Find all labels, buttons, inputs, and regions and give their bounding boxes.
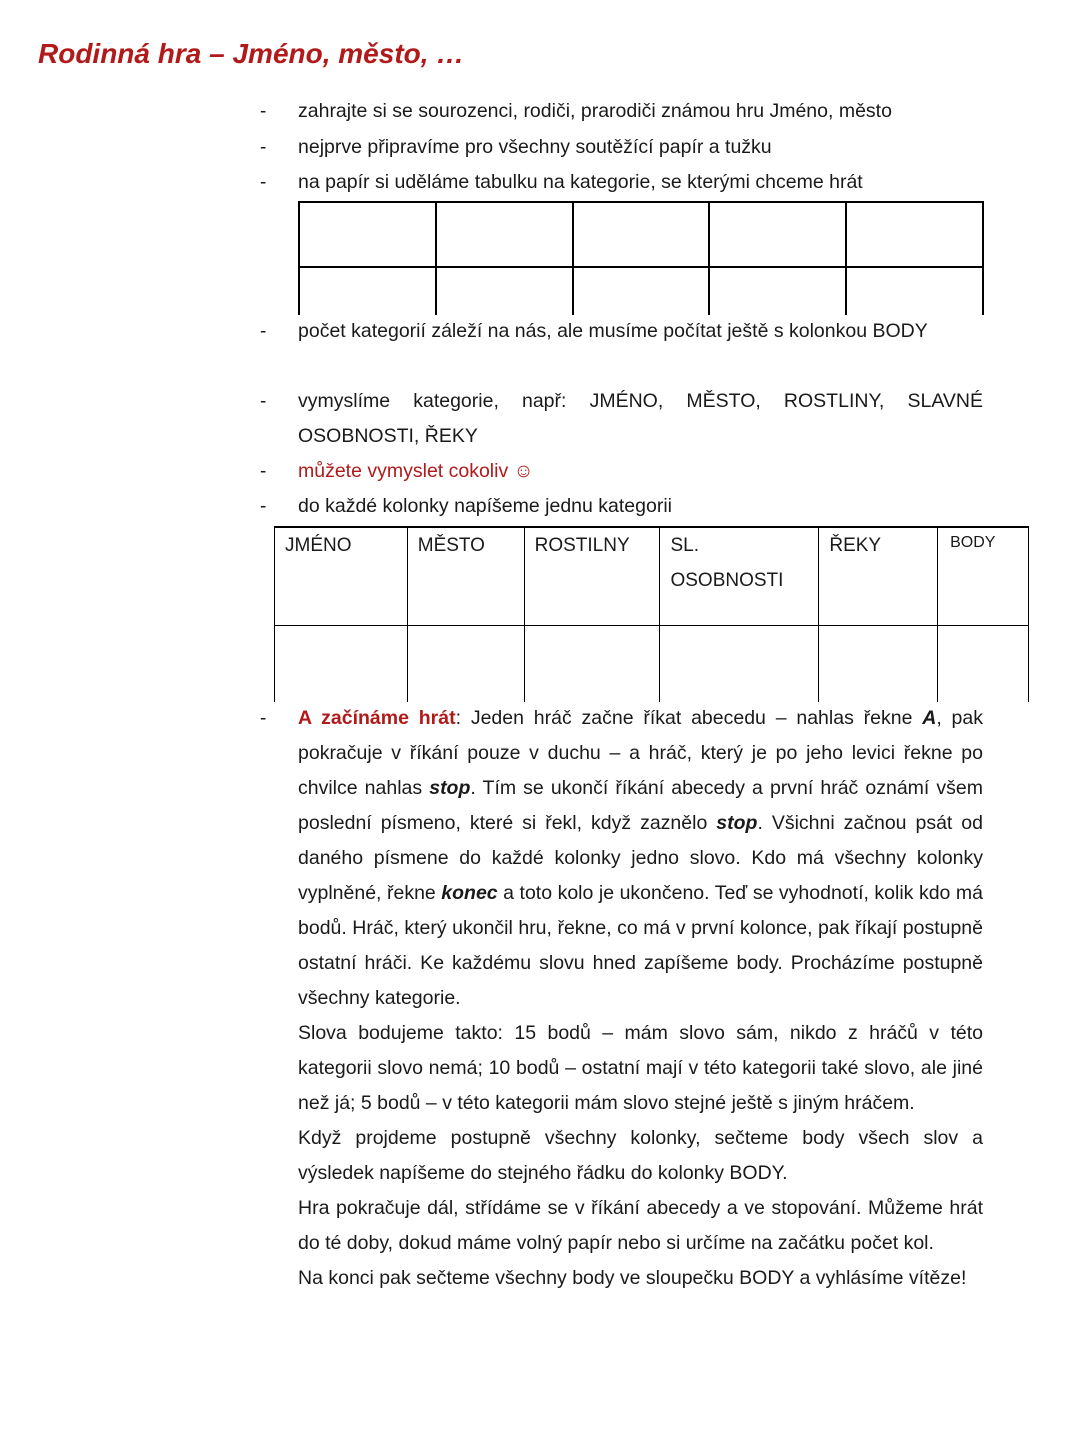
table-cell xyxy=(573,267,710,315)
table-cell xyxy=(709,267,846,315)
list-item-text-highlight: můžete vymyslet cokoliv ☺ xyxy=(298,460,534,482)
rules-paragraph xyxy=(298,701,983,1016)
table-row xyxy=(299,202,983,267)
rules-heading: A začínáme hrát xyxy=(298,707,456,729)
list-item-text: počet kategorií záleží na nás, ale musíme počítat ještě s kolonkou BODY xyxy=(298,320,928,342)
table-header-cell: BODY xyxy=(938,527,1029,626)
table-header-cell: MĚSTO xyxy=(407,527,524,626)
rules-emphasis: stop xyxy=(429,777,471,799)
bullet-dash: - xyxy=(260,101,267,122)
table-cell xyxy=(436,267,573,315)
empty-category-table xyxy=(298,201,984,315)
list-item-text: nejprve připravíme pro všechny soutěžící papír a tužku xyxy=(298,136,772,158)
table-cell xyxy=(938,626,1029,703)
table-header-cell: ŘEKY xyxy=(819,527,938,626)
table-header-row xyxy=(275,527,1029,626)
table-cell xyxy=(524,626,660,703)
table-cell xyxy=(275,626,408,703)
bullet-dash: - xyxy=(260,137,267,158)
rules-text-run: : Jeden hráč začne říkat abecedu – nahlas řekne xyxy=(455,707,923,729)
bullet-dash: - xyxy=(260,708,267,729)
rules-emphasis: konec xyxy=(441,882,498,904)
table-cell xyxy=(709,202,846,267)
table-row xyxy=(299,267,983,315)
continue-paragraph: Hra pokračuje dál, střídáme se v říkání abecedy a ve stopování. Můžeme hrát do té doby, dokud máme volný papír nebo si určíme na začátku počet kol. xyxy=(298,1197,983,1254)
table-cell xyxy=(573,202,710,267)
rules-emphasis: stop xyxy=(716,812,758,834)
bullet-dash: - xyxy=(260,172,267,193)
table-cell xyxy=(846,267,983,315)
list-item-text: na papír si uděláme tabulku na kategorie, se kterými chceme hrát xyxy=(298,171,863,193)
list-item-text: vymyslíme kategorie, např: JMÉNO, MĚSTO, ROSTLINY, SLAVNÉ OSOBNOSTI, ŘEKY xyxy=(298,390,983,447)
table-cell xyxy=(660,626,819,703)
table-header-cell: JMÉNO xyxy=(275,527,408,626)
table-cell xyxy=(407,626,524,703)
list-item-text: do každé kolonky napíšeme jednu kategorii xyxy=(298,495,672,517)
table-row xyxy=(275,626,1029,703)
rules-emphasis: A xyxy=(922,707,937,729)
rules-text-run: , pak pokračuje v říkání pouze v duchu – a hráč, který je po jeho levici řekne po chvilce nahlas xyxy=(298,707,983,799)
bullet-dash: - xyxy=(260,461,267,482)
summing-paragraph: Když projdeme postupně všechny kolonky, sečteme body všech slov a výsledek napíšeme do stejného řádku do kolonky BODY. xyxy=(298,1127,983,1184)
ending-paragraph: Na konci pak sečteme všechny body ve sloupečku BODY a vyhlásíme vítěze! xyxy=(298,1267,967,1289)
table-cell xyxy=(436,202,573,267)
page-title: Rodinná hra – Jméno, město, … xyxy=(38,38,465,69)
table-cell xyxy=(299,202,436,267)
bullet-dash: - xyxy=(260,391,267,412)
table-header-cell: ROSTILNY xyxy=(524,527,660,626)
table-cell xyxy=(819,626,938,703)
rules-text xyxy=(298,701,983,1296)
category-header-table xyxy=(274,526,1029,702)
rules-text-run: . Tím se ukončí říkání abecedy a první hráč oznámí všem poslední písmeno, které si řekl, když zaznělo xyxy=(298,777,983,834)
table-cell xyxy=(299,267,436,315)
bullet-dash: - xyxy=(260,321,267,342)
rules-text-run: a toto kolo je ukončeno. Teď se vyhodnotí, kolik kdo má bodů. Hráč, který ukončil hru, řekne, co má v první kolonce, pak říkají postupně ostatní hráči. Ke každému slovu hned zapíšeme body. Procházíme postupně všechny kategorie. xyxy=(298,882,983,1009)
bullet-dash: - xyxy=(260,496,267,517)
table-header-cell: SL. OSOBNOSTI xyxy=(660,527,819,626)
scoring-paragraph: Slova bodujeme takto: 15 bodů – mám slovo sám, nikdo z hráčů v této kategorii slovo nemá; 10 bodů – ostatní mají v této kategorii také slovo, ale jiné než já; 5 bodů – v této kategorii mám slovo stejné ještě s jiným hráčem. xyxy=(298,1022,983,1114)
rules-text-run: . Všichni začnou psát od daného písmene do každé kolonky jedno slovo. Kdo má všechny kolonky vyplněné, řekne xyxy=(298,812,983,904)
table-cell xyxy=(846,202,983,267)
list-item-text: zahrajte si se sourozenci, rodiči, prarodiči známou hru Jméno, město xyxy=(298,100,892,122)
